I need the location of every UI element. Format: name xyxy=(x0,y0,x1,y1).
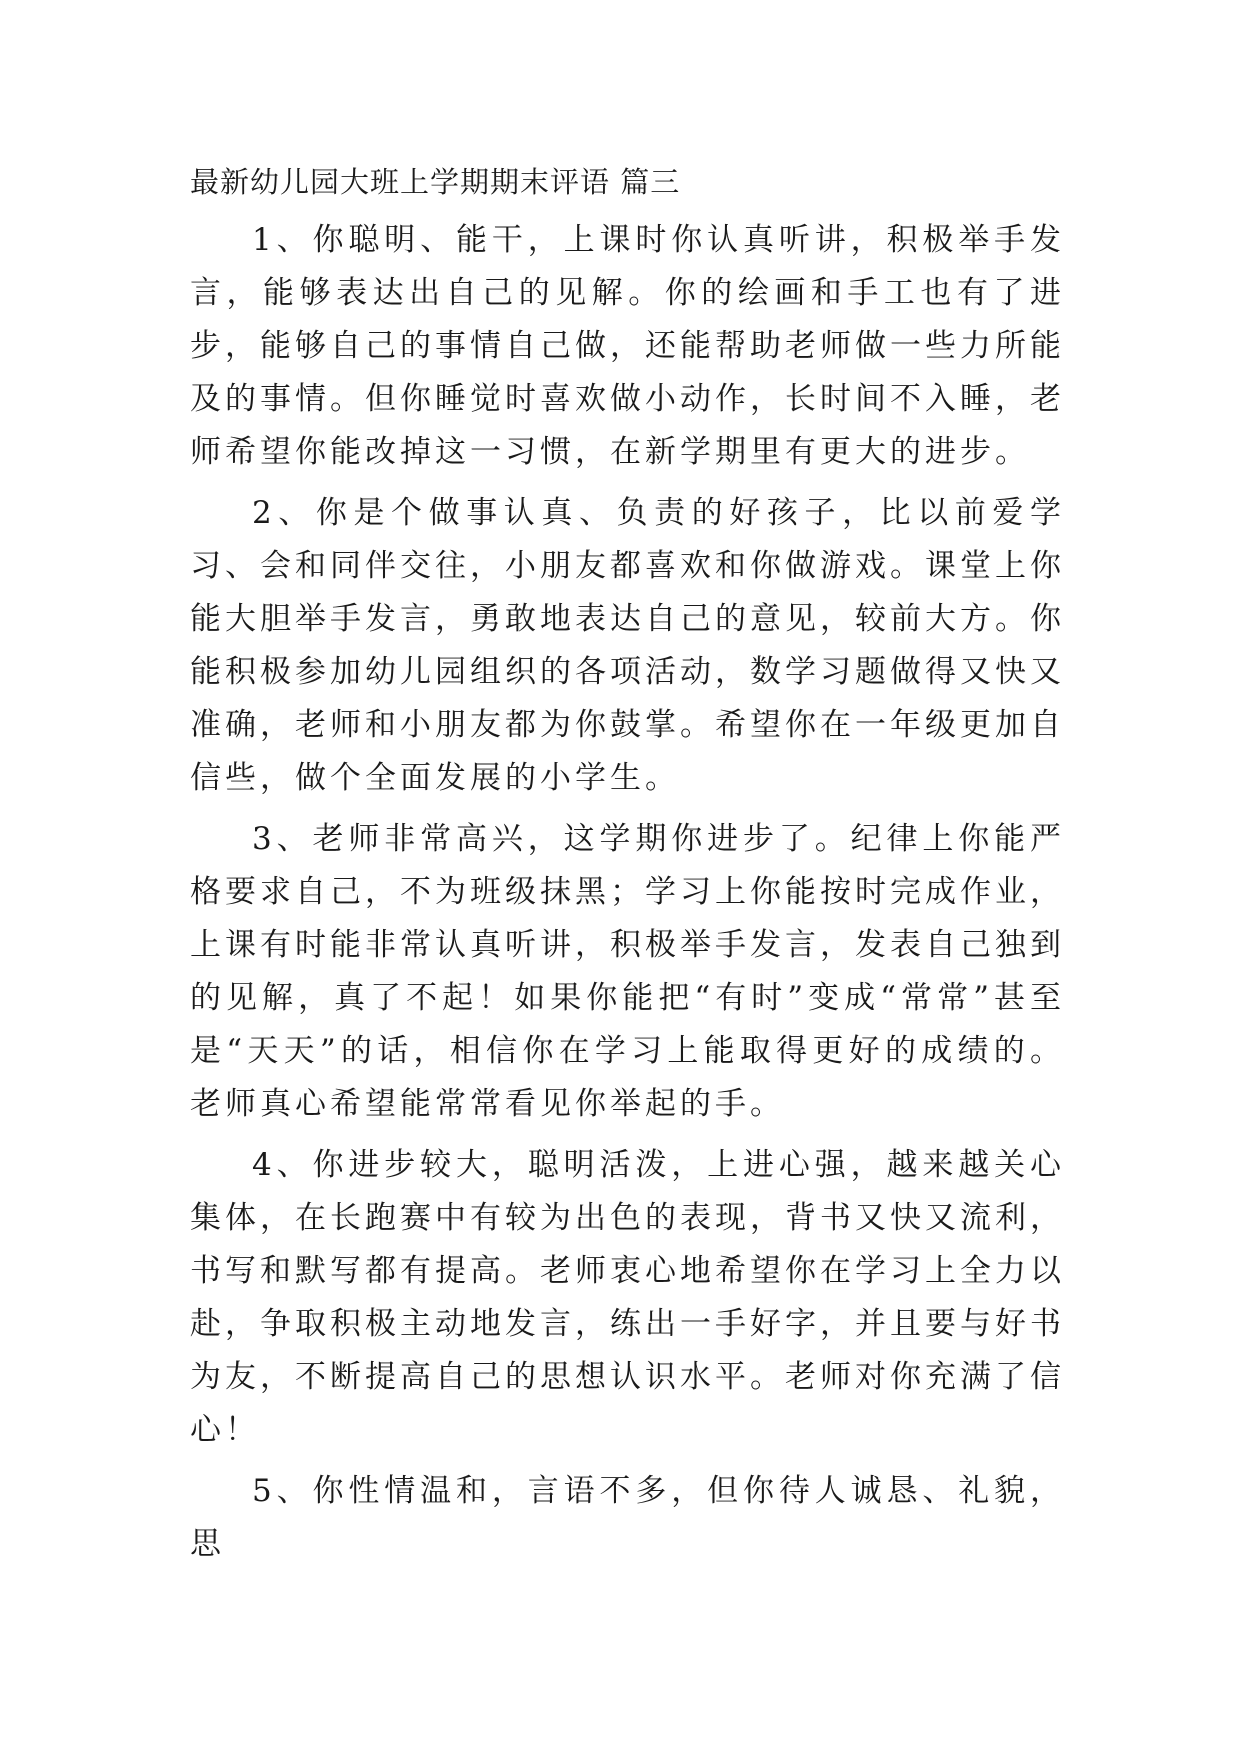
document-body xyxy=(190,160,1065,1579)
comment-paragraph-2: 2、你是个做事认真、负责的好孩子，比以前爱学习、会和同伴交往，小朋友都喜欢和你做游戏。课堂上你能大胆举手发言，勇敢地表达自己的意见，较前大方。你能积极参加幼儿园组织的各项活动，数学习题做得又快又准确，老师和小朋友都为你鼓掌。希望你在一年级更加自信些，做个全面发展的小学生。 xyxy=(190,495,1065,796)
comment-paragraph-3: 3、老师非常高兴，这学期你进步了。纪律上你能严格要求自己，不为班级抹黑；学习上你能按时完成作业，上课有时能非常认真听讲，积极举手发言，发表自己独到的见解，真了不起！如果你能把“有时”变成“常常”甚至是“天天”的话，相信你在学习上能取得更好的成绩的。老师真心希望能常常看见你举起的手。 xyxy=(190,821,1065,1122)
comment-paragraph-5: 5、你性情温和，言语不多，但你待人诚恳、礼貌，思 xyxy=(190,1473,1065,1562)
document-title: 最新幼儿园大班上学期期末评语 篇三 xyxy=(190,165,681,199)
comment-paragraph-1: 1、你聪明、能干，上课时你认真听讲，积极举手发言，能够表达出自己的见解。你的绘画和手工也有了进步，能够自己的事情自己做，还能帮助老师做一些力所能及的事情。但你睡觉时喜欢做小动作，长时间不入睡，老师希望你能改掉这一习惯，在新学期里有更大的进步。 xyxy=(190,222,1065,470)
comment-paragraph-4: 4、你进步较大，聪明活泼，上进心强，越来越关心集体，在长跑赛中有较为出色的表现，背书又快又流利，书写和默写都有提高。老师衷心地希望你在学习上全力以赴，争取积极主动地发言，练出一手好字，并且要与好书为友，不断提高自己的思想认识水平。老师对你充满了信心！ xyxy=(190,1147,1065,1448)
